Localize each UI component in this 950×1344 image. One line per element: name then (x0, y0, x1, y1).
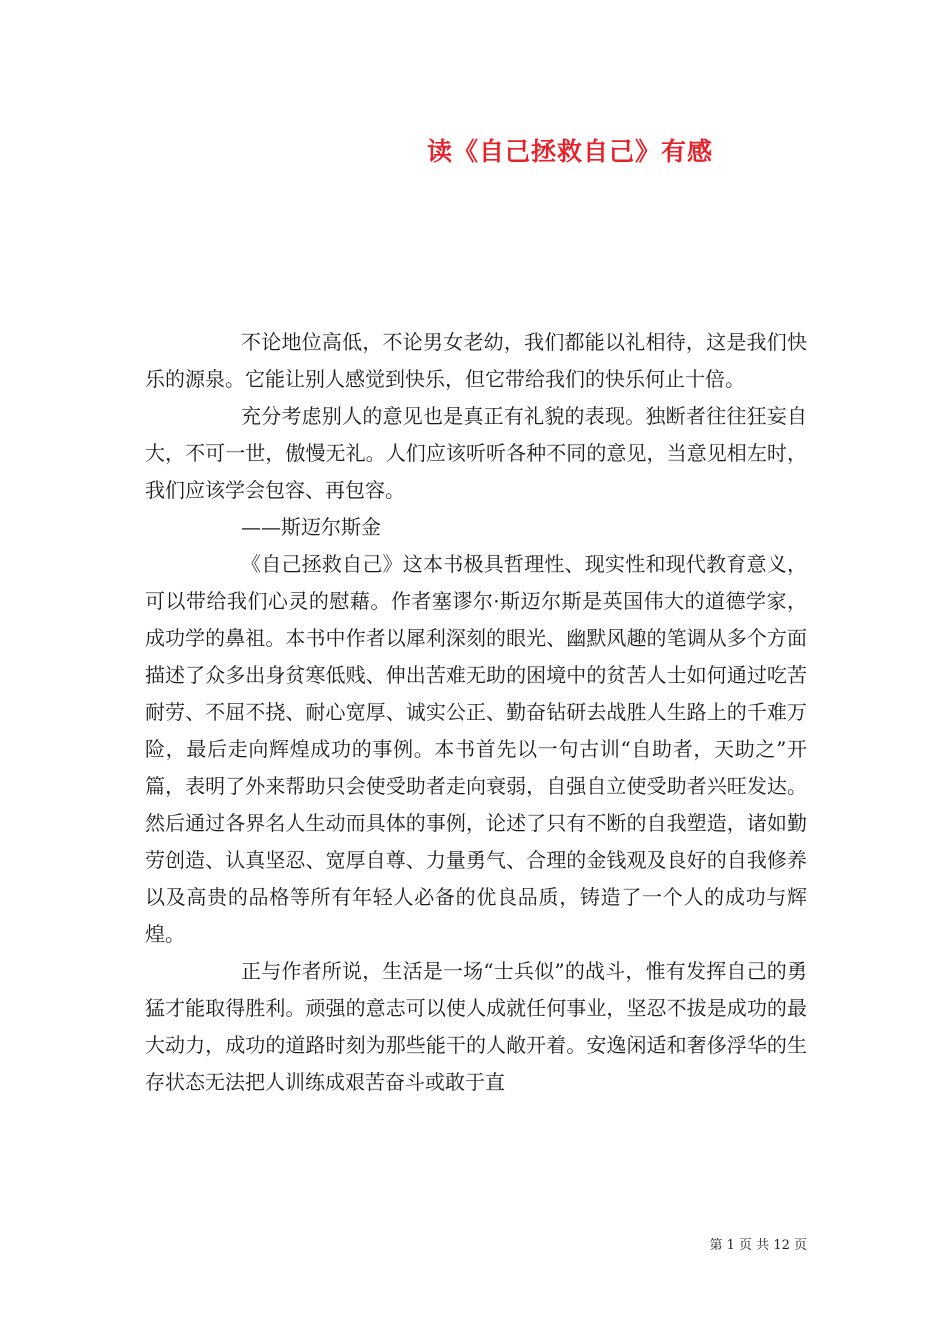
paragraph-3: 《自己拯救自己》这本书极具哲理性、现实性和现代教育意义，可以带给我们心灵的慰藉。作者塞谬尔·斯迈尔斯是英国伟大的道德学家，成功学的鼻祖。本书中作者以犀利深刻的眼光、幽默风趣的笔调从多个方面描述了众多出身贫寒低贱、伸出苦难无助的困境中的贫苦人士如何通过吃苦耐劳、不屈不挠、耐心宽厚、诚实公正、勤奋钻研去战胜人生路上的千难万险，最后走向辉煌成功的事例。本书首先以一句古训“自助者，天助之”开篇，表明了外来帮助只会使受助者走向衰弱，自强自立使受助者兴旺发达。然后通过各界名人生动而具体的事例，论述了只有不断的自我塑造，诸如勤劳创造、认真坚忍、宽厚自尊、力量勇气、合理的金钱观及良好的自我修养以及高贵的品格等所有年轻人必备的优良品质，铸造了一个人的成功与辉煌。 (145, 552, 807, 946)
document-title (0, 132, 950, 168)
page-number-footer: 第 1 页 共 12 页 (709, 1238, 807, 1253)
document-body (145, 324, 807, 1101)
quote-attribution: ——斯迈尔斯金 (241, 515, 381, 539)
paragraph-1: 不论地位高低，不论男女老幼，我们都能以礼相待，这是我们快乐的源泉。它能让别人感觉到快乐，但它带给我们的快乐何止十倍。 (145, 330, 807, 391)
paragraph-2: 充分考虑别人的意见也是真正有礼貌的表现。独断者往往狂妄自大，不可一世，傲慢无礼。人们应该听听各种不同的意见，当意见相左时，我们应该学会包容、再包容。 (145, 404, 807, 502)
title-text: 读《自己拯救自己》有感 (426, 137, 713, 166)
paragraph-4: 正与作者所说，生活是一场“士兵似”的战斗，惟有发挥自己的勇猛才能取得胜利。顽强的意志可以使人成就任何事业，坚忍不拔是成功的最大动力，成功的道路时刻为那些能干的人敞开着。安逸闲适和奢侈浮华的生存状态无法把人训练成艰苦奋斗或敢于直 (145, 959, 807, 1094)
